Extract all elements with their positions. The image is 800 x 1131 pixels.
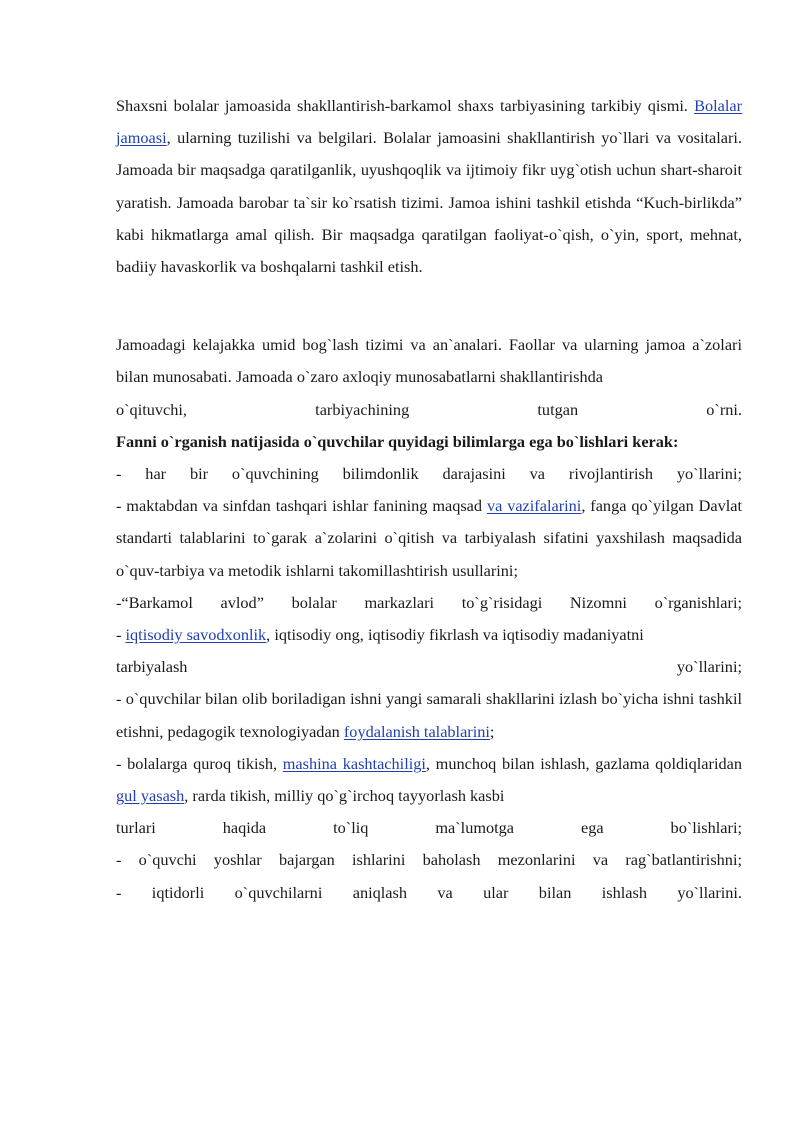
paragraph-gap (116, 283, 742, 329)
list-item-text: - o`quvchilar bilan olib boriladigan ishni yangi samarali shakllarini izlash bo`yicha ishni tashkil etishni, pedagogik texnologiyadan (116, 689, 742, 741)
list-item-text: ; (489, 721, 495, 741)
section-heading: Fanni o`rganish natijasida o`quvchilar quyidagi bilimlarga ega bo`lishlari kerak: (116, 431, 679, 451)
list-item-text: - o`quvchi yoshlar bajargan ishlarini baholash mezonlarini va rag`batlantirishni; (116, 850, 742, 870)
list-item (116, 490, 742, 587)
list-item-text: , munchoq bilan ishlash, gazlama qoldiqlaridan (425, 753, 742, 773)
traditions-text: Jamoadagi kelajakka umid bog`lash tizimi va an`analari. Faollar va ularning jamoa a`zolari bilan munosabati. Jamoada o`zaro axloqiy munosabatlarni shakllantirishda (116, 335, 742, 387)
list-item-text: - maktabdan va sinfdan tashqari ishlar fanining maqsad (116, 496, 487, 516)
list-item (116, 683, 742, 747)
link-foydalanish-talablarini[interactable]: foydalanish talablarini (343, 721, 490, 741)
list-item-text: - iqtidorli o`quvchilarni aniqlash va ular bilan ishlash yo`llarini. (116, 882, 742, 902)
list-item-text: - bolalarga quroq tikish, (116, 753, 283, 773)
traditions-text-end: o`qituvchi, tarbiyachining tutgan o`rni. (116, 399, 742, 419)
link-iqtisodiy-savodxonlik[interactable]: iqtisodiy savodxonlik (125, 625, 267, 645)
list-item-text: - (116, 625, 126, 645)
list-item (116, 748, 742, 845)
link-va-vazifalarini[interactable]: va vazifalarini (486, 496, 582, 516)
paragraph-intro (116, 90, 742, 283)
list-item (116, 458, 742, 490)
intro-text-2: , ularning tuzilishi va belgilari. Bolalar jamoasini shakllantirish yo`llari va vositalari. Jamoada bir maqsadga qaratilganlik, uyushqoqlik va ijtimoiy fikr uyg`otish uchun shart-sharoit yaratish. Jamoada barobar ta`sir ko`rsatish tizimi. Jamoa ishini tashkil etishda “Kuch-birlikda” kabi hikmatlarga amal qilish. Bir maqsadga qaratilgan faoliyat-o`qish, o`yin, sport, mehnat, badiiy havaskorlik va boshqalarni tashkil etish. (116, 128, 742, 277)
list-item-text-end: tarbiyalash yo`llarini; (116, 657, 742, 677)
list-item (116, 877, 742, 909)
intro-text-1: Shaxsni bolalar jamoasida shakllantirish-barkamol shaxs tarbiyasining tarkibiy qismi. (116, 96, 695, 115)
list-item (116, 619, 742, 683)
list-item-text-end: turlari haqida to`liq ma`lumotga ega bo`lishlari; (116, 818, 742, 838)
link-mashina-kashtachiligi[interactable]: mashina kashtachiligi (282, 753, 426, 773)
link-gul-yasash[interactable]: gul yasash (116, 786, 185, 806)
list-item-text: , iqtisodiy ong, iqtisodiy fikrlash va iqtisodiy madaniyatni (266, 625, 644, 645)
list-item (116, 844, 742, 876)
list-item-text: - har bir o`quvchining bilimdonlik darajasini va rivojlantirish yo`llarini; (116, 464, 742, 484)
list-item-text: , fanga qo`yilgan Davlat standarti talablarini to`garak a`zolarini o`qitish va tarbiyalash sifatini yaxshilash maqsadida o`quv-tarbiya va metodik ishlarni takomillashtirish usullarini; (116, 496, 743, 580)
paragraph-traditions (116, 329, 742, 426)
document-page (116, 90, 742, 909)
list-item-text: -“Barkamol avlod” bolalar markazlari to`g`risidagi Nizomni o`rganishlari; (116, 592, 742, 612)
link-bolalar-jamoasi[interactable]: Bolalar jamoasi (116, 96, 742, 148)
list-item-text: , rarda tikish, milliy qo`g`irchoq tayyorlash kasbi (184, 786, 505, 806)
list-item (116, 587, 742, 619)
